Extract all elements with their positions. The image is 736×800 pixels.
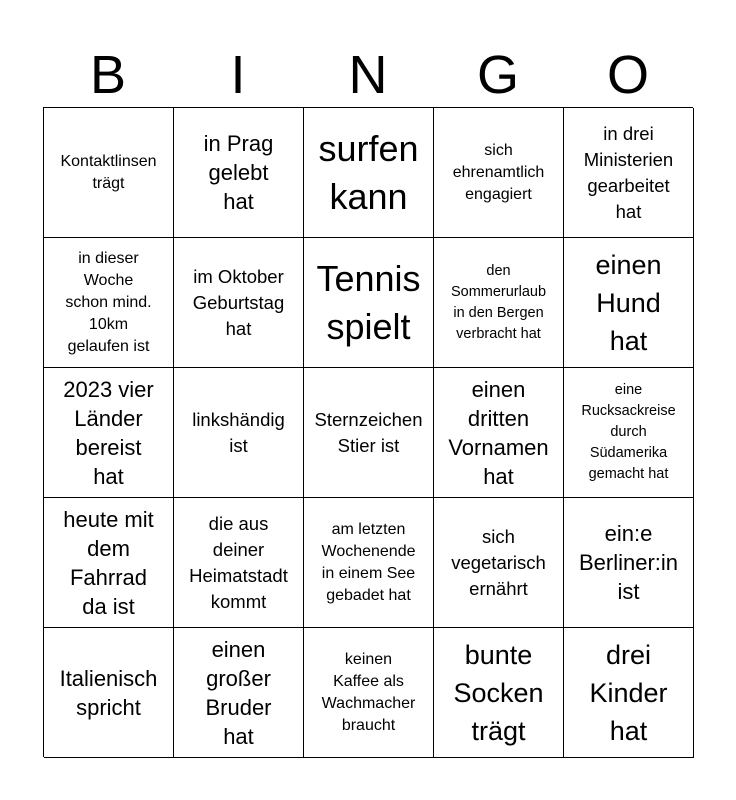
title-letter-n: N — [348, 45, 388, 105]
bingo-cell[interactable]: Tennis spielt — [304, 238, 434, 368]
bingo-title — [43, 44, 693, 106]
bingo-cell[interactable]: einen Hund hat — [564, 238, 694, 368]
bingo-cell[interactable]: heute mit dem Fahrrad da ist — [44, 498, 174, 628]
bingo-cell[interactable]: drei Kinder hat — [564, 628, 694, 758]
bingo-cell[interactable]: die aus deiner Heimatstadt kommt — [174, 498, 304, 628]
bingo-cell[interactable]: in drei Ministerien gearbeitet hat — [564, 108, 694, 238]
bingo-cell[interactable]: im Oktober Geburtstag hat — [174, 238, 304, 368]
bingo-cell[interactable]: surfen kann — [304, 108, 434, 238]
bingo-cell[interactable]: bunte Socken trägt — [434, 628, 564, 758]
bingo-cell[interactable]: sich vegetarisch ernährt — [434, 498, 564, 628]
bingo-cell[interactable]: linkshändig ist — [174, 368, 304, 498]
bingo-cell[interactable]: eine Rucksackreise durch Südamerika gemacht hat — [564, 368, 694, 498]
bingo-cell[interactable]: Sternzeichen Stier ist — [304, 368, 434, 498]
bingo-cell[interactable]: keinen Kaffee als Wachmacher braucht — [304, 628, 434, 758]
bingo-cell[interactable]: Italienisch spricht — [44, 628, 174, 758]
title-letter-i: I — [230, 45, 246, 105]
title-letter-g: G — [476, 45, 519, 105]
bingo-grid — [43, 107, 693, 757]
bingo-cell[interactable]: sich ehrenamtlich engagiert — [434, 108, 564, 238]
bingo-cell[interactable]: in dieser Woche schon mind. 10km gelaufen ist — [44, 238, 174, 368]
title-letter-o: O — [606, 45, 649, 105]
bingo-cell[interactable]: den Sommerurlaub in den Bergen verbracht hat — [434, 238, 564, 368]
title-letter-b: B — [89, 45, 127, 105]
bingo-cell[interactable]: einen großer Bruder hat — [174, 628, 304, 758]
bingo-cell[interactable]: in Prag gelebt hat — [174, 108, 304, 238]
bingo-cell[interactable]: 2023 vier Länder bereist hat — [44, 368, 174, 498]
bingo-cell[interactable]: ein:e Berliner:in ist — [564, 498, 694, 628]
bingo-cell[interactable]: einen dritten Vornamen hat — [434, 368, 564, 498]
bingo-cell[interactable]: am letzten Wochenende in einem See gebadet hat — [304, 498, 434, 628]
bingo-cell[interactable]: Kontaktlinsen trägt — [44, 108, 174, 238]
